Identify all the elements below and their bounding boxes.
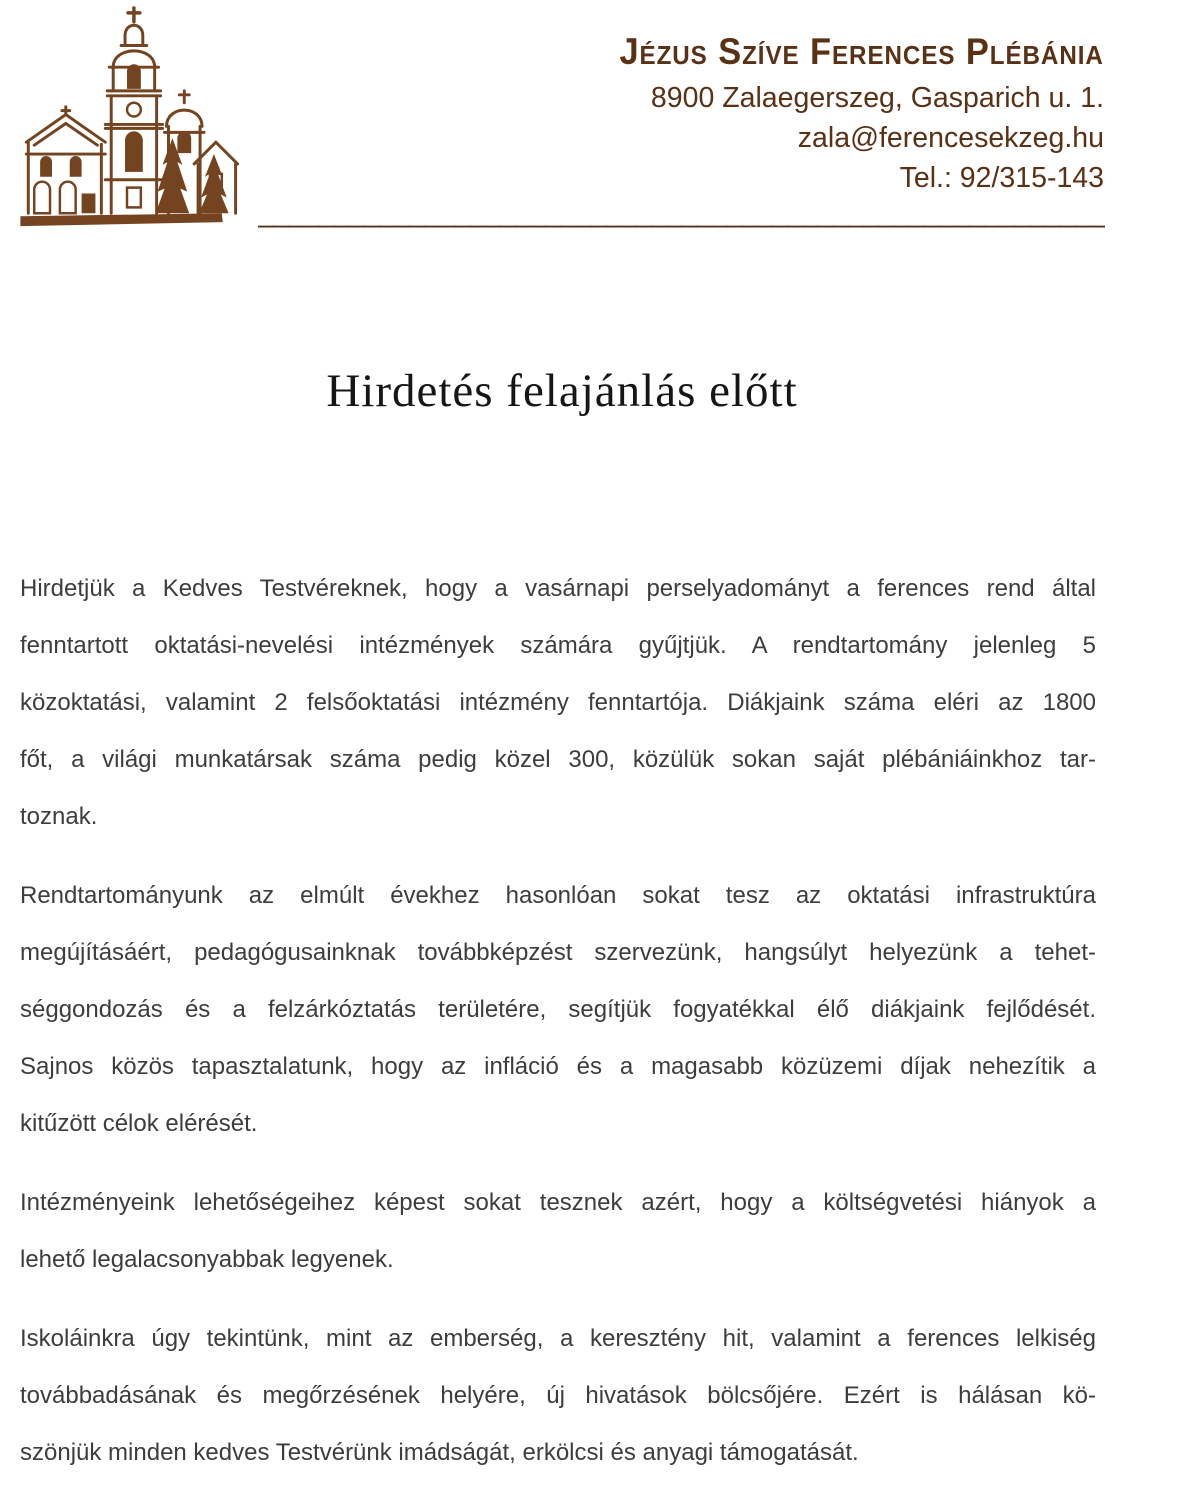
text-line: Intézményeink lehetőségeihez képest sokat tesznek azért, hogy a költségvetési hiányok a bbox=[20, 1189, 1096, 1216]
text-line: kitűzött célok elérését. bbox=[20, 1110, 258, 1137]
text-line: séggondozás és a felzárkóztatás területére, segítjük fogyatékkal élő diákjaink fejlődését. bbox=[20, 996, 1096, 1023]
text-line: toznak. bbox=[20, 803, 98, 830]
text-line: továbbadásának és megőrzésének helyére, új hivatások bölcsőjére. Ezért is hálásan kö- bbox=[20, 1382, 1096, 1409]
organization-name: Jézus Szíve Ferences Plébánia bbox=[619, 31, 1104, 72]
phone-number: Tel.: 92/315-143 bbox=[899, 162, 1104, 194]
text-line: megújításáért, pedagógusainknak továbbképzést szervezünk, hangsúlyt helyezünk a tehet- bbox=[20, 939, 1096, 966]
letterhead bbox=[583, 26, 1104, 198]
email-address: zala@ferencesekzeg.hu bbox=[797, 122, 1104, 154]
paragraph bbox=[20, 560, 1096, 845]
text-line: Sajnos közös tapasztalatunk, hogy az infláció és a magasabb közüzemi díjak nehezítik a bbox=[20, 1053, 1096, 1080]
text-line: szönjük minden kedves Testvérünk imádságát, erkölcsi és anyagi támogatását. bbox=[20, 1439, 859, 1466]
text-line: lehető legalacsonyabbak legyenek. bbox=[20, 1246, 394, 1273]
text-line: közoktatási, valamint 2 felsőoktatási intézmény fenntartója. Diákjaink száma eléri az 1800 bbox=[20, 689, 1096, 716]
church-logo-icon bbox=[14, 4, 242, 236]
paragraph bbox=[20, 1174, 1096, 1288]
text-line: Hirdetjük a Kedves Testvéreknek, hogy a vasárnapi perselyadományt a ferences rend által bbox=[20, 575, 1096, 602]
document-body bbox=[20, 560, 1096, 1491]
postal-address: 8900 Zalaegerszeg, Gasparich u. 1. bbox=[650, 82, 1104, 114]
text-line: Rendtartományunk az elmúlt évekhez hasonlóan sokat tesz az oktatási infrastruktúra bbox=[20, 882, 1096, 909]
text-line: főt, a világi munkatársak száma pedig közel 300, közülük sokan saját plébániáinkhoz tar- bbox=[20, 746, 1096, 773]
text-line: Iskoláinkra úgy tekintünk, mint az emberség, a keresztény hit, valamint a ferences lelkiség bbox=[20, 1325, 1096, 1352]
paragraph bbox=[20, 1310, 1096, 1481]
text-line: fenntartott oktatási-nevelési intézmények számára gyűjtjük. A rendtartomány jelenleg 5 bbox=[20, 632, 1096, 659]
paragraph bbox=[20, 867, 1096, 1152]
header-divider: ________________________________________________________ bbox=[258, 197, 1105, 229]
page-title: Hirdetés felajánlás előtt bbox=[326, 365, 798, 417]
